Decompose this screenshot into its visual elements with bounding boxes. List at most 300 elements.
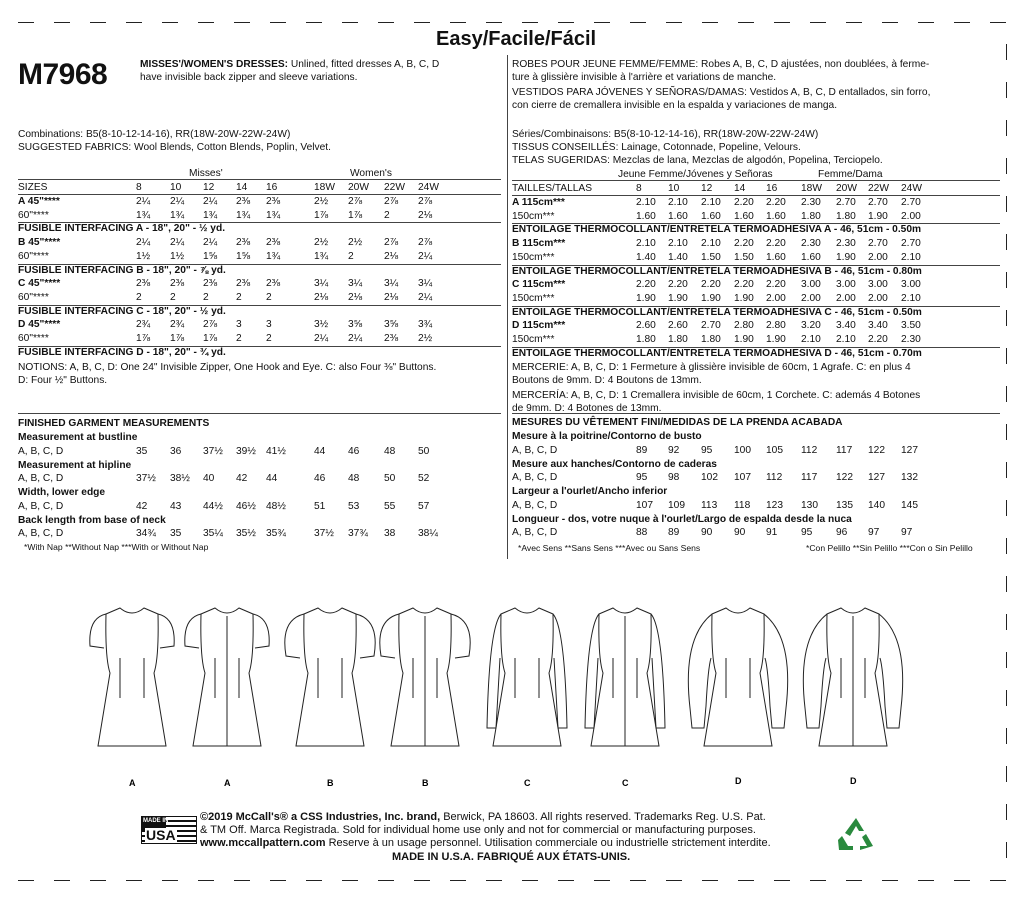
cell-value: 117 <box>836 444 853 456</box>
cell-value: 41½ <box>266 445 286 457</box>
cell-value: 1.80 <box>801 210 821 222</box>
size-header: 14 <box>236 182 248 193</box>
cell-value: 2 <box>266 291 272 303</box>
border-dash <box>1006 82 1007 98</box>
table-rule <box>512 180 1000 181</box>
cell-value: 1.50 <box>734 251 754 263</box>
sizes-header: SIZES <box>18 182 48 193</box>
cell-value: 1.80 <box>701 334 721 345</box>
border-dash <box>306 880 322 881</box>
measurement-title: Largeur a l'ourlet/Ancho inferior <box>512 486 668 497</box>
cell-value: 95 <box>701 444 713 456</box>
table-rule <box>512 223 1000 224</box>
cell-value: 2.70 <box>901 238 921 250</box>
view-label: B <box>327 778 334 788</box>
sleeve <box>451 614 470 658</box>
row-label: ENTOILAGE THERMOCOLLANT/ENTRETELA TERMOADHESIVA A - 46, 51cm - 0.50m <box>512 224 922 236</box>
cell-value: 55 <box>384 500 396 512</box>
cell-value: 2.10 <box>668 238 688 250</box>
border-dash <box>1006 386 1007 402</box>
table-rule <box>18 222 501 223</box>
border-dash <box>774 22 790 23</box>
cell-value: 42 <box>236 473 248 484</box>
cell-value: 1½ <box>170 250 185 262</box>
cell-value: 2⅛ <box>384 250 399 262</box>
cell-value: 37½ <box>203 445 223 457</box>
cell-value: 2.60 <box>668 320 688 332</box>
border-dash <box>90 22 106 23</box>
cell-value: 2.30 <box>836 238 856 250</box>
cell-value: 97 <box>868 527 880 538</box>
border-dash <box>846 22 862 23</box>
cell-value: 109 <box>668 499 685 511</box>
view-label: A <box>224 778 231 788</box>
cell-value: 2.00 <box>868 251 888 263</box>
cell-value: 2¼ <box>136 196 151 207</box>
border-dash <box>810 880 826 881</box>
border-dash <box>990 880 1006 881</box>
table-row <box>0 265 1010 278</box>
row-label: ENTOILAGE THERMOCOLLANT/ENTRETELA TERMOADHESIVA D - 46, 51cm - 0.70m <box>512 347 922 359</box>
cell-value: 50 <box>384 473 396 484</box>
cell-value: 1⅝ <box>203 250 218 262</box>
cell-value: 2.30 <box>901 334 921 345</box>
cell-value: 43 <box>170 500 182 512</box>
cell-value: 2⅞ <box>418 237 433 249</box>
view-label: A <box>129 778 136 788</box>
view-label: D <box>735 776 742 786</box>
row-label: D 45"**** <box>18 319 61 331</box>
cell-value: 1.90 <box>734 292 754 304</box>
row-label: A, B, C, D <box>18 500 64 512</box>
cell-value: 100 <box>734 444 751 456</box>
table-rule <box>512 195 1000 196</box>
technical-drawings <box>0 598 1024 798</box>
sleeve <box>803 614 827 728</box>
cell-value: 1.60 <box>801 251 821 263</box>
suggested-fabrics: SUGGESTED FABRICS: Wool Blends, Cotton Blends, Poplin, Velvet. <box>18 142 331 153</box>
row-label: FUSIBLE INTERFACING B - 18", 20" - ⅞ yd. <box>18 264 226 276</box>
size-header: 24W <box>901 183 922 194</box>
cell-value: 2.70 <box>868 197 888 208</box>
dress-body <box>704 608 772 746</box>
cell-value: 118 <box>734 499 751 511</box>
cell-value: 2.20 <box>636 279 656 291</box>
cell-value: 2.20 <box>734 197 754 208</box>
cell-value: 113 <box>701 499 718 511</box>
cell-value: 2.10 <box>701 238 721 250</box>
row-label: A 115cm*** <box>512 197 565 208</box>
cell-value: 90 <box>734 527 746 538</box>
row-label: 150cm*** <box>512 210 555 222</box>
cell-value: 36 <box>170 445 182 457</box>
cell-value: 2½ <box>314 196 329 207</box>
recycle-icon <box>836 816 876 852</box>
measurement-row <box>0 526 1010 539</box>
measurement-title: Measurement at hipline <box>18 459 132 471</box>
cell-value: 51 <box>314 500 326 512</box>
telas-text: TELAS SUGERIDAS: Mezclas de lana, Mezclas de algodón, Popelina, Terciopelo. <box>512 155 883 166</box>
row-label: C 115cm*** <box>512 279 566 291</box>
cell-value: 38¼ <box>418 528 438 539</box>
cell-value: 117 <box>801 472 818 483</box>
border-dash <box>90 880 106 881</box>
size-header: 18W <box>314 182 335 193</box>
cell-value: 2 <box>384 209 390 221</box>
cell-value: 1.90 <box>766 334 786 345</box>
row-label: C 45"**** <box>18 278 61 290</box>
row-label: A, B, C, D <box>18 445 64 457</box>
cell-value: 2.60 <box>636 320 656 332</box>
cell-value: 2⅜ <box>170 278 185 290</box>
measurement-title: Longueur - dos, votre nuque à l'ourlet/Largo de espalda desde la nuca <box>512 513 852 525</box>
copyright-line2: & TM Off. Marca Registrada. Sold for individual home use only and not for commercial or manufacturing purposes. <box>200 824 756 836</box>
cell-value: 1.90 <box>701 292 721 304</box>
cell-value: 35¼ <box>203 528 223 539</box>
border-dash <box>270 880 286 881</box>
cell-value: 2⅜ <box>266 278 281 290</box>
border-dash <box>630 22 646 23</box>
cell-value: 3 <box>266 319 272 331</box>
cell-value: 35 <box>136 445 148 457</box>
cell-value: 2½ <box>348 237 363 249</box>
cell-value: 107 <box>734 472 751 483</box>
border-dash <box>738 22 754 23</box>
border-dash <box>1006 120 1007 136</box>
table-row <box>0 347 1010 360</box>
size-header: 22W <box>384 182 405 193</box>
cell-value: 2⅞ <box>203 319 218 331</box>
cell-value: 2.20 <box>766 197 786 208</box>
cell-value: 2.70 <box>701 320 721 332</box>
row-label: 150cm*** <box>512 292 555 304</box>
cell-value: 2⅛ <box>348 291 363 303</box>
cell-value: 91 <box>766 527 778 538</box>
mercerie-text: MERCERIE: A, B, C, D: 1 Fermeture à glissière invisible de 60cm, 1 Agrafe. C: en plus 4 <box>512 362 911 373</box>
finished-measurements-title: FINISHED GARMENT MEASUREMENTS <box>18 418 210 429</box>
cell-value: 2½ <box>314 237 329 249</box>
border-dash <box>558 22 574 23</box>
femme-group-label: Femme/Dama <box>818 169 883 180</box>
cell-value: 2⅛ <box>314 291 329 303</box>
mesures-title: MESURES DU VÊTEMENT FINI/MEDIDAS DE LA PRENDA ACABADA <box>512 417 843 428</box>
section-rule <box>512 413 1000 414</box>
cell-value: 2⅞ <box>384 237 399 249</box>
border-dash <box>414 22 430 23</box>
cell-value: 2¾ <box>170 319 185 331</box>
row-label: B 115cm*** <box>512 238 566 250</box>
cell-value: 1⅞ <box>348 209 363 221</box>
cell-value: 2.20 <box>766 238 786 250</box>
cell-value: 2¼ <box>418 291 433 303</box>
copyright-line3[interactable]: www.mccallpattern.com Reserve à un usage personnel. Utilisation commerciale ou industrielle strictement interdite. <box>200 837 771 849</box>
border-dash <box>414 880 430 881</box>
cell-value: 1.90 <box>734 334 754 345</box>
cell-value: 3.00 <box>901 279 921 291</box>
cell-value: 46 <box>314 473 326 484</box>
table-rule <box>18 179 501 180</box>
cell-value: 2⅜ <box>266 196 281 207</box>
cell-value: 2.20 <box>766 279 786 291</box>
cell-value: 2.00 <box>766 292 786 304</box>
sleeve <box>185 614 201 648</box>
cell-value: 1.60 <box>701 210 721 222</box>
tailles-header: TAILLES/TALLAS <box>512 183 593 194</box>
cell-value: 1¾ <box>266 250 281 262</box>
table-row <box>0 306 1010 319</box>
border-dash <box>162 22 178 23</box>
cell-value: 2.80 <box>766 320 786 332</box>
cell-value: 102 <box>701 472 718 483</box>
border-dash <box>702 22 718 23</box>
cell-value: 1.80 <box>668 334 688 345</box>
cell-value: 2.80 <box>734 320 754 332</box>
cell-value: 2⅜ <box>136 278 151 290</box>
cell-value: 1½ <box>136 250 151 262</box>
cell-value: 2.20 <box>734 238 754 250</box>
cell-value: 88 <box>636 527 648 538</box>
cell-value: 2 <box>136 291 142 303</box>
cell-value: 37¾ <box>348 528 368 539</box>
cell-value: 3¼ <box>348 278 363 290</box>
cell-value: 1¾ <box>236 209 251 221</box>
cell-value: 42 <box>136 500 148 512</box>
made-in-usa-flag <box>141 816 197 844</box>
border-dash <box>990 22 1006 23</box>
border-dash <box>342 880 358 881</box>
cell-value: 2.10 <box>901 251 921 263</box>
border-dash <box>630 880 646 881</box>
row-label: FUSIBLE INTERFACING A - 18", 20" - ½ yd. <box>18 223 226 235</box>
measurement-title: Measurement at bustline <box>18 432 138 443</box>
cell-value: 46½ <box>236 500 256 512</box>
mercerie-text-line2: Boutons de 9mm. D: 4 Boutons de 13mm. <box>512 375 702 386</box>
cell-value: 2¾ <box>136 319 151 331</box>
measurement-row <box>0 471 1010 484</box>
cell-value: 2⅜ <box>236 196 251 207</box>
cell-value: 48 <box>348 473 360 484</box>
merceria-text-line2: de 9mm. D: 4 Botones de 13mm. <box>512 403 662 414</box>
cell-value: 3.00 <box>801 279 821 291</box>
cell-value: 2.00 <box>836 292 856 304</box>
sleeve <box>879 614 903 728</box>
cell-value: 2.10 <box>668 197 688 208</box>
table-row <box>0 319 1010 332</box>
border-dash <box>882 880 898 881</box>
cell-value: 2.00 <box>868 292 888 304</box>
size-header: 8 <box>136 182 142 193</box>
size-header: 20W <box>836 183 857 194</box>
row-label: A, B, C, D <box>512 499 558 511</box>
pattern-number: M7968 <box>18 58 108 91</box>
cell-value: 2⅞ <box>384 196 399 207</box>
dress-body <box>98 608 166 746</box>
row-label: 60"**** <box>18 333 49 344</box>
sleeve <box>285 614 304 658</box>
cell-value: 2¼ <box>170 237 185 249</box>
size-header: 8 <box>636 183 642 194</box>
row-label: A, B, C, D <box>512 527 558 538</box>
dress-body <box>296 608 364 746</box>
size-header: 16 <box>266 182 278 193</box>
cell-value: 2 <box>266 333 272 344</box>
cell-value: 1⅞ <box>136 333 151 344</box>
size-header: 16 <box>766 183 778 194</box>
cell-value: 1.40 <box>636 251 656 263</box>
flag-made-in: MADE IN <box>143 818 169 824</box>
cell-value: 2 <box>236 333 242 344</box>
cell-value: 2⅜ <box>384 333 399 344</box>
view-label: C <box>524 778 531 788</box>
size-header: 12 <box>701 183 713 194</box>
cell-value: 127 <box>901 444 918 456</box>
cell-value: 37½ <box>136 473 156 484</box>
table-row <box>0 333 1010 346</box>
cell-value: 89 <box>668 527 680 538</box>
cell-value: 44 <box>314 445 326 457</box>
cell-value: 1¾ <box>136 209 151 221</box>
cell-value: 1.60 <box>636 210 656 222</box>
cell-value: 48 <box>384 445 396 457</box>
border-dash <box>522 880 538 881</box>
border-dash <box>702 880 718 881</box>
border-dash <box>954 22 970 23</box>
cell-value: 90 <box>701 527 713 538</box>
cell-value: 1.90 <box>668 292 688 304</box>
cell-value: 3¼ <box>314 278 329 290</box>
border-dash <box>234 22 250 23</box>
flag-usa: USA <box>146 827 176 843</box>
cell-value: 44 <box>266 473 278 484</box>
cell-value: 35 <box>170 528 182 539</box>
border-dash <box>486 22 502 23</box>
border-dash <box>594 22 610 23</box>
measurement-row <box>0 444 1010 457</box>
cell-value: 2⅛ <box>418 209 433 221</box>
cell-value: 1.50 <box>701 251 721 263</box>
cell-value: 2.30 <box>801 238 821 250</box>
table-row <box>0 292 1010 305</box>
cell-value: 3.20 <box>801 320 821 332</box>
cell-value: 95 <box>801 527 813 538</box>
cell-value: 112 <box>766 472 783 483</box>
border-dash <box>918 880 934 881</box>
border-dash <box>594 880 610 881</box>
border-dash <box>270 22 286 23</box>
cell-value: 35½ <box>236 528 256 539</box>
cell-value: 2⅜ <box>236 278 251 290</box>
border-dash <box>18 880 34 881</box>
cell-value: 1¾ <box>170 209 185 221</box>
table-rule <box>18 264 501 265</box>
cell-value: 1.60 <box>734 210 754 222</box>
series-text: Séries/Combinaisons: B5(8-10-12-14-16), RR(18W-20W-22W-24W) <box>512 129 819 140</box>
cell-value: 53 <box>348 500 360 512</box>
cell-value: 123 <box>766 499 783 511</box>
table-rule <box>512 306 1000 307</box>
cell-value: 2 <box>236 291 242 303</box>
cell-value: 1⅞ <box>314 209 329 221</box>
cell-value: 2.70 <box>901 197 921 208</box>
cell-value: 95 <box>636 472 648 483</box>
cell-value: 105 <box>766 444 783 456</box>
cell-value: 1¾ <box>266 209 281 221</box>
cell-value: 44½ <box>203 500 223 512</box>
cell-value: 1.80 <box>636 334 656 345</box>
row-label: ENTOILAGE THERMOCOLLANT/ENTRETELA TERMOADHESIVA B - 46, 51cm - 0.80m <box>512 265 922 277</box>
cell-value: 112 <box>801 444 818 456</box>
row-label: FUSIBLE INTERFACING C - 18", 20" - ½ yd. <box>18 305 226 317</box>
description-es-line2: con cierre de cremallera invisible en la espalda y variaciones de manga. <box>512 100 838 111</box>
size-header: 24W <box>418 182 439 193</box>
border-dash <box>234 880 250 881</box>
cell-value: 92 <box>668 444 680 456</box>
cell-value: 1.90 <box>636 292 656 304</box>
cell-value: 3.40 <box>836 320 856 332</box>
section-rule <box>18 413 501 414</box>
description-fr-line2: ture à glissière invisible à l'arrière et variations de manche. <box>512 72 777 83</box>
cell-value: 2.20 <box>701 279 721 291</box>
table-row <box>0 278 1010 291</box>
cell-value: 2⅞ <box>348 196 363 207</box>
border-dash <box>1006 538 1007 554</box>
cell-value: 3.50 <box>901 320 921 332</box>
cell-value: 140 <box>868 499 885 511</box>
cell-value: 1⅞ <box>170 333 185 344</box>
row-label: A, B, C, D <box>512 444 558 456</box>
size-header: 18W <box>801 183 822 194</box>
misses-group-label: Misses' <box>189 168 223 179</box>
measurement-title: Mesure aux hanches/Contorno de caderas <box>512 458 717 470</box>
cell-value: 96 <box>836 527 848 538</box>
cell-value: 130 <box>801 499 818 511</box>
cell-value: 2 <box>348 250 354 262</box>
cell-value: 38 <box>384 528 396 539</box>
row-label: ENTOILAGE THERMOCOLLANT/ENTRETELA TERMOADHESIVA C - 46, 51cm - 0.50m <box>512 306 922 318</box>
cell-value: 3.00 <box>868 279 888 291</box>
border-dash <box>54 22 70 23</box>
cell-value: 37½ <box>314 528 334 539</box>
cell-value: 1.60 <box>766 251 786 263</box>
border-dash <box>198 22 214 23</box>
cell-value: 122 <box>836 472 853 483</box>
border-dash <box>918 22 934 23</box>
cell-value: 3⅝ <box>348 319 363 331</box>
measurement-title: Width, lower edge <box>18 487 106 498</box>
cell-value: 40 <box>203 473 215 484</box>
border-dash <box>1006 424 1007 440</box>
table-rule <box>18 305 501 306</box>
measurement-title: Mesure à la poitrine/Contorno de busto <box>512 431 702 442</box>
cell-value: 2¼ <box>418 250 433 262</box>
sleeve <box>158 614 174 648</box>
border-dash <box>666 22 682 23</box>
row-label: A, B, C, D <box>18 528 64 539</box>
women-group-label: Women's <box>350 168 392 179</box>
cell-value: 2.10 <box>701 197 721 208</box>
cell-value: 3½ <box>314 319 329 331</box>
row-label: 150cm*** <box>512 334 555 345</box>
cell-value: 2¼ <box>348 333 363 344</box>
border-dash <box>378 880 394 881</box>
cell-value: 3.00 <box>836 279 856 291</box>
cell-value: 2.10 <box>801 334 821 345</box>
cell-value: 2¼ <box>203 237 218 249</box>
size-header: 20W <box>348 182 369 193</box>
border-dash <box>378 22 394 23</box>
cell-value: 2.00 <box>801 292 821 304</box>
row-label: D 115cm*** <box>512 320 566 332</box>
